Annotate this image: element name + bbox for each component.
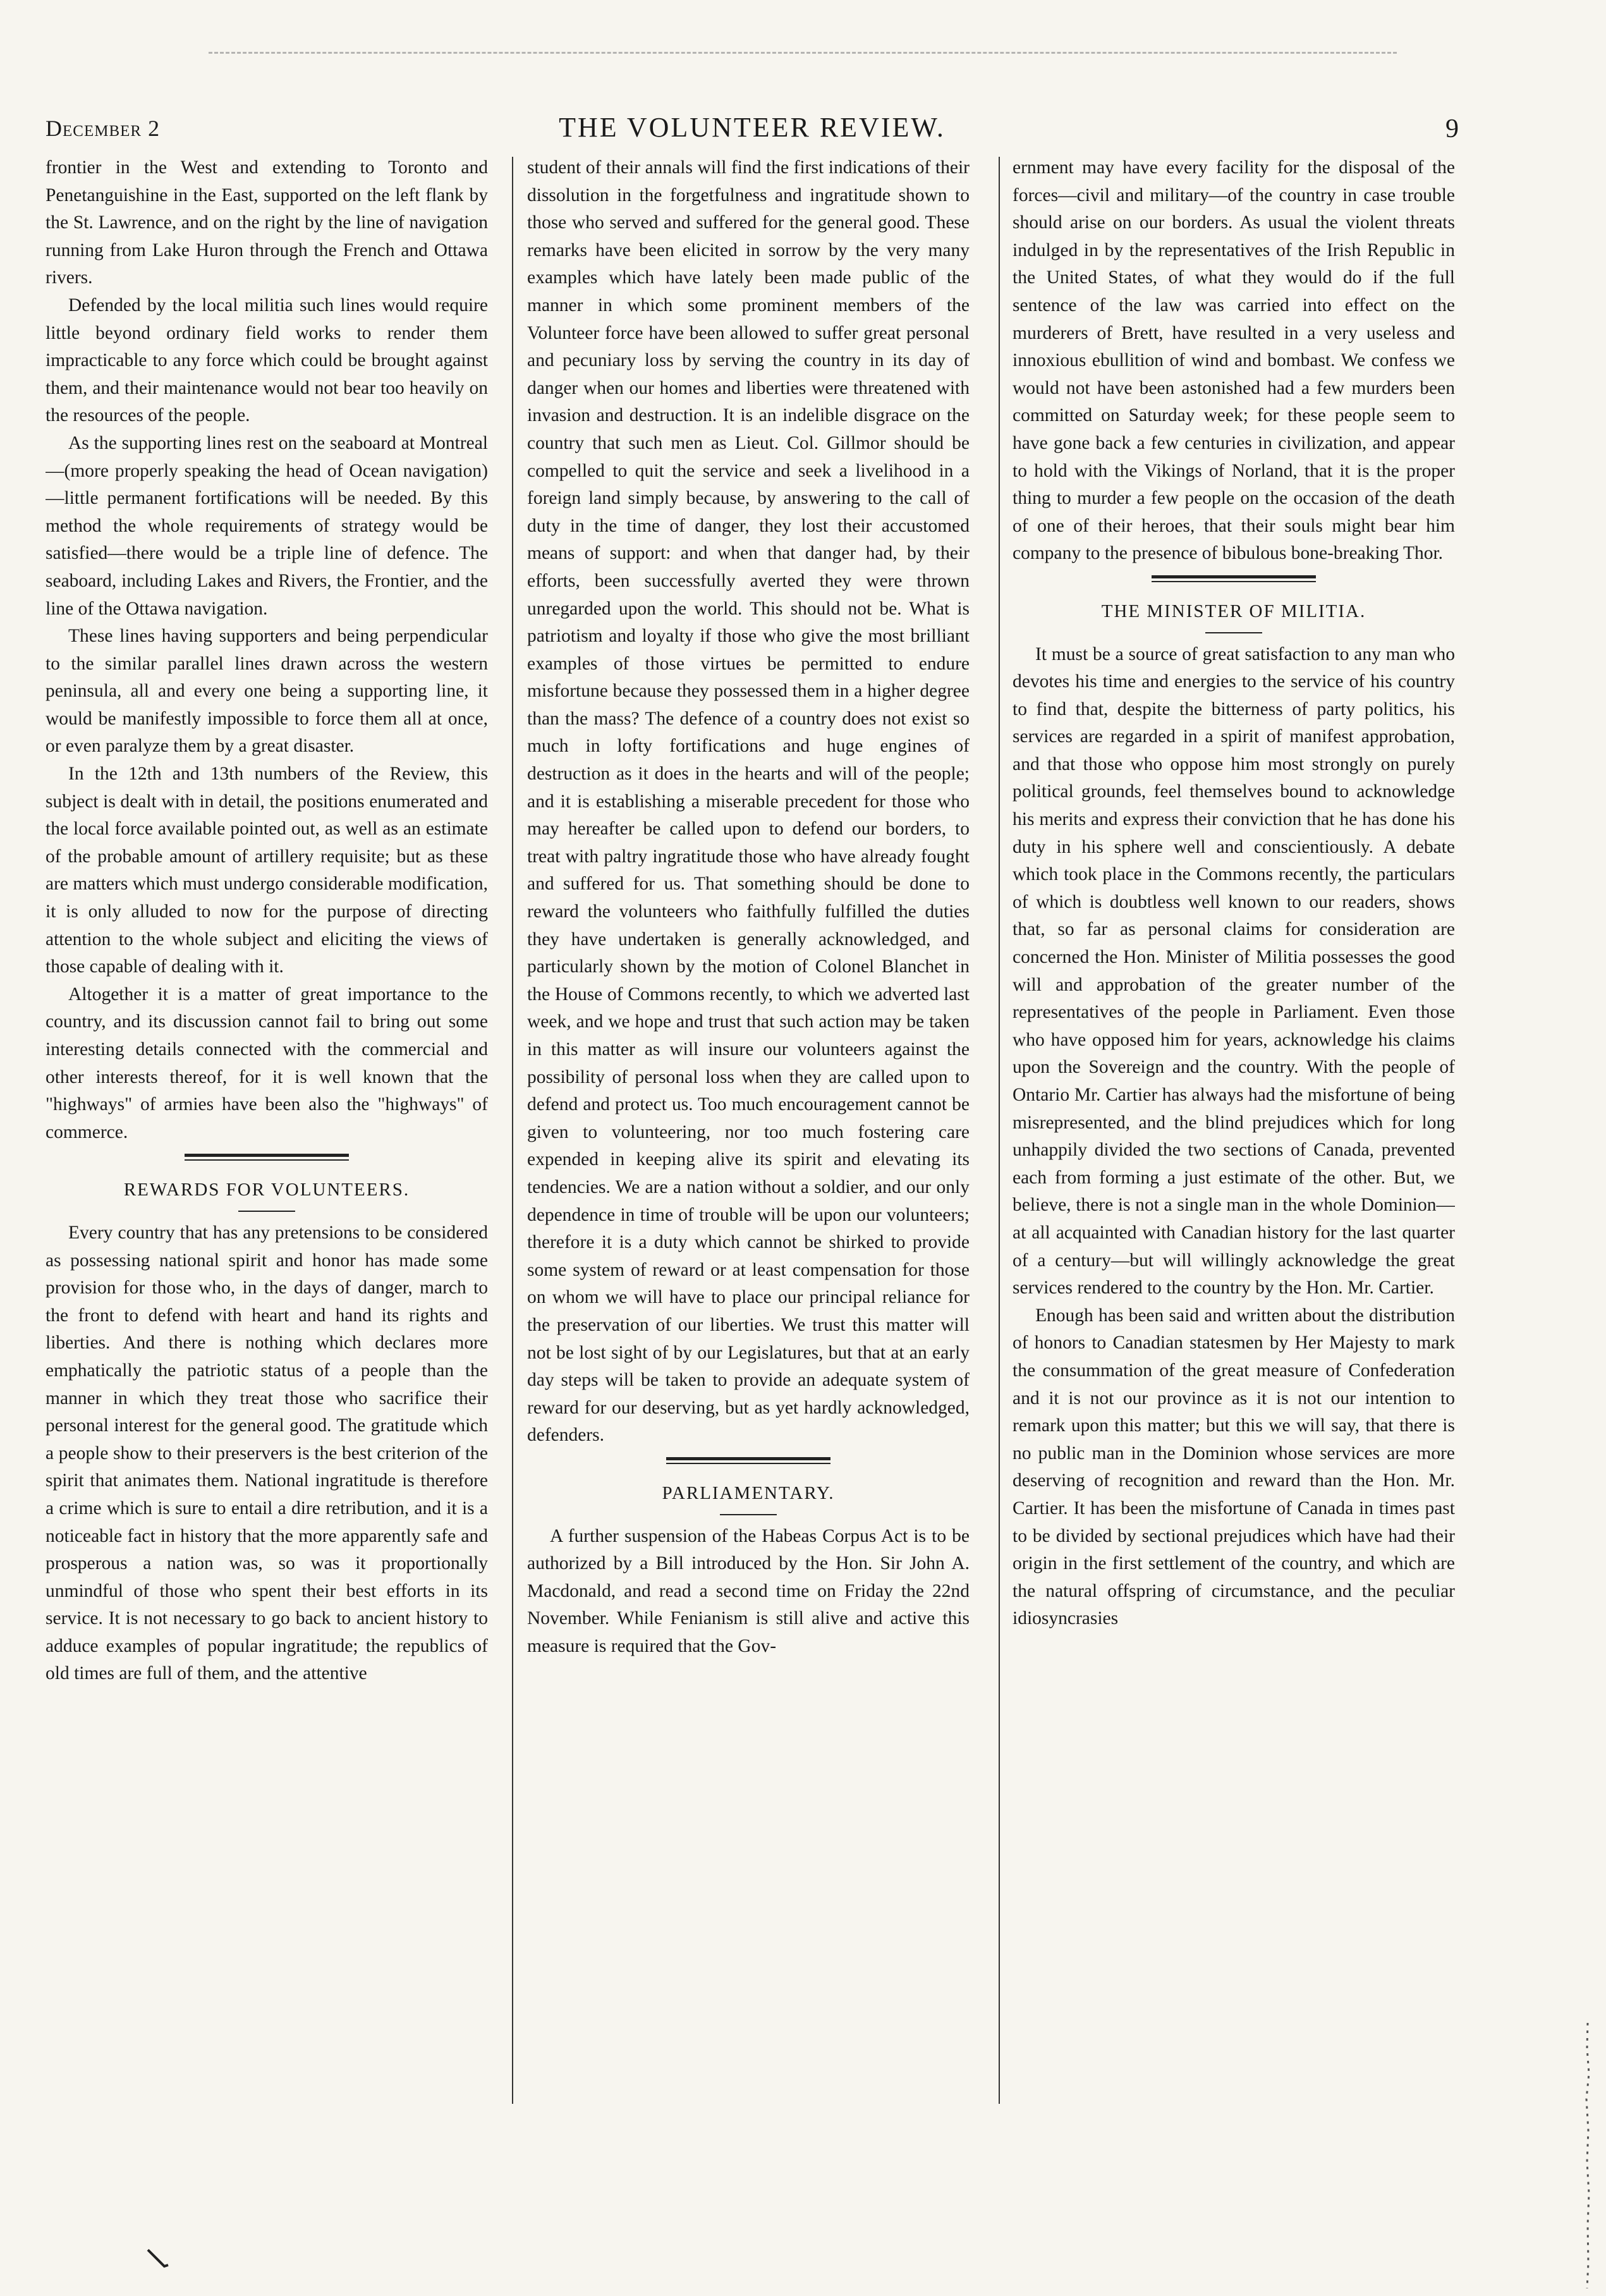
- ink-mark: [145, 2247, 171, 2273]
- section-ornament: [46, 1154, 488, 1168]
- section-ornament: [1013, 575, 1455, 589]
- article-columns: [46, 154, 1459, 2106]
- paragraph: Enough has been said and written about the distribution of honors to Canadian statesmen by Her Majesty to mark the consummation of the great measure of Confederation and it is not our province as it is not our intention to remark upon this matter; but this we will say, that there is no public man in the Dominion whose services are more deserving of recognition and reward than the Hon. Mr. Cartier. It has been the misfortune of Canada in times past to be divided by sectional prejudices which have had their origin in the first settlement of the country, and which are the natural offspring of circumstance, and the peculiar idiosyncrasies: [1013, 1305, 1455, 1629]
- heading-rule: [238, 1211, 295, 1212]
- page-header: [46, 111, 1459, 149]
- paragraph: In the 12th and 13th numbers of the Review, this subject is dealt with in detail, the positions enumerated and the local force available pointed out, as well as an estimate of the probable amount of artillery requisite; but as these are matters which must undergo considerable modification, it is only alluded to now for the purpose of directing attention to the whole subject and eliciting the views of those capable of dealing with it.: [46, 764, 488, 977]
- column-left: [46, 154, 488, 2106]
- paragraph: A further suspension of the Habeas Corpus Act is to be authorized by a Bill introduced by the Hon. Sir John A. Macdonald, and read a second time on Friday the 22nd November. While Fenianism is still alive and active this measure is required that the Gov-: [527, 1525, 970, 1656]
- heading-rule: [720, 1514, 777, 1515]
- column-middle: [527, 154, 970, 2106]
- column-divider: [512, 157, 513, 2104]
- paragraph: As the supporting lines rest on the seaboard at Montreal—(more properly speaking the head of Ocean navigation)—little permanent fortifications will be needed. By this method the whole requirements of strategy would be satisfied—there would be a triple line of defence. The seaboard, including Lakes and Rivers, the Frontier, and the line of the Ottawa navigation.: [46, 432, 488, 619]
- section-ornament: [527, 1457, 970, 1471]
- paragraph: ernment may have every facility for the disposal of the forces—civil and military—of the country in case trouble should arise on our borders. As usual the violent threats indulged in by the representatives of the Irish Republic in the United States, of what they would do if the full sentence of the law was carried into effect on the murderers of Brett, have resulted in a very useless and innoxious ebullition of wind and bombast. We confess we would not have been astonished had a few murders been committed on Saturday week; for these people seem to have gone back a few centuries in civilization, and appear to hold with the Vikings of Norland, that it is the proper thing to murder a few people on the occasion of the death of one of their heroes, that their souls might bear him company to the presence of bibulous bone-breaking Thor.: [1013, 157, 1455, 564]
- paragraph: It must be a source of great satisfaction to any man who devotes his time and energies to the service of his country to find that, despite the bitterness of party politics, his services are regarded in a spirit of manifest approbation, and that those who oppose him most strongly on purely political grounds, feel themselves bound to acknowledge his merits and express their conviction that he has done his duty in his sphere well and conscientiously. A debate which took place in the Commons recently, the particulars of which is doubtless well known to our readers, shows that, so far as personal claims for consideration are concerned the Hon. Minister of Militia possesses the good will and approbation of the greater number of the representatives of the people in Parliament. Even those who have opposed him for years, acknowledge his claims upon the Sovereign and the country. With the people of Ontario Mr. Cartier has always had the misfortune of being misrepresented, and the blind prejudices which for long unhappily divided the two sections of Canada, prevented each from forming a just estimate of the other. But, we believe, there is not a single man in the whole Dominion—at all acquainted with Canadian history for the last quarter of a century—but will willingly acknowledge the great services rendered to the country by the Hon. Mr. Cartier.: [1013, 644, 1455, 1298]
- paragraph: Every country that has any pretensions to be considered as possessing national spirit and honor has made some provision for those who, in the days of danger, march to the front to defend with heart and hand its rights and liberties. And there is nothing which declares more emphatically the patriotic status of a people than the manner in which they treat those who sacrifice their personal interest for the general good. The gratitude which a people show to their preservers is the best criterion of the spirit that animates them. National ingratitude is therefore a crime which is sure to entail a dire retribution, and it is a noticeable fact in history that the more apparently safe and prosperous a nation was, so was it proportionally unmindful of those who spent their best efforts in its service. It is not necessary to go back to ancient history to adduce examples of popular ingratitude; the republics of old times are full of them, and the attentive: [46, 1222, 488, 1684]
- paragraph: Defended by the local militia such lines would require little beyond ordinary field works to render them impracticable to any force which could be brought against them, and their maintenance would not bear too heavily on the resources of the people.: [46, 295, 488, 426]
- page-number: 9: [1445, 114, 1459, 144]
- issue-date: December 2: [46, 116, 161, 141]
- section-heading: PARLIAMENTARY.: [662, 1482, 835, 1503]
- paragraph: frontier in the West and extending to Toronto and Penetanguishine in the East, supported on the left flank by the St. Lawrence, and on the right by the line of navigation running from Lake Huron through the French and Ottawa rivers.: [46, 157, 488, 288]
- paragraph: student of their annals will find the first indications of their dissolution in the forgetfulness and ingratitude shown to those who served and suffered for the general good. These remarks have been elicited in sorrow by the very many examples which have lately been made public of the manner in which some prominent members of the Volunteer force have been allowed to suffer great personal and pecuniary loss by serving the country in its day of danger when our homes and liberties were threatened with invasion and destruction. It is an indelible disgrace on the country that such men as Lieut. Col. Gillmor should be compelled to quit the service and seek a livelihood in a foreign land simply because, by answering to the call of duty in the time of danger, they lost their accustomed means of support: and when that danger had, by their efforts, been successfully averted they were thrown unregarded upon the world. This should not be. What is patriotism and loyalty if those who give the most brilliant examples of those virtues be permitted to endure misfortune because they possessed them in a higher degree than the mass? The defence of a country does not exist so much in lofty fortifications and huge engines of destruction as it does in the hearts and will of the people; and it is establishing a miserable precedent for those who may hereafter be called upon to defend our borders, to treat with paltry ingratitude those who have already fought and suffered for us. That something should be done to reward the volunteers who faithfully fulfilled the duties they have undertaken is generally acknowledged, and particularly shown by the motion of Colonel Blanchet in the House of Commons recently, to which we adverted last week, and we hope and trust that such action may be taken in this matter as will insure our volunteers against the possibility of personal loss when they are called upon to defend and protect us. Too much encouragement cannot be given to volunteering, nor too much fostering care expended in keeping alive its spirit and elevating its tendencies. We are a nation without a soldier, and our only dependence in time of trouble will be upon our volunteers; therefore it is a duty which cannot be shirked to provide some system of reward or at least compensation for those on whom we will have to place our principal reliance for the preservation of our liberties. We trust this matter will not be lost sight of by our Legislatures, but that at an early day steps will be taken to provide an adequate system of reward for our deserving, but as yet hardly acknowledged, defenders.: [527, 157, 970, 1446]
- scan-artifact-rule: [209, 52, 1397, 54]
- paragraph: Altogether it is a matter of great importance to the country, and its discussion cannot fail to bring out some interesting details connected with the commercial and other interests thereof, for it is well known that the "highways" of armies have been also the "highways" of commerce.: [46, 984, 488, 1142]
- masthead-title: THE VOLUNTEER REVIEW.: [559, 112, 946, 143]
- column-right: [1013, 154, 1455, 2106]
- section-heading: THE MINISTER OF MILITIA.: [1101, 601, 1366, 621]
- section-heading: REWARDS FOR VOLUNTEERS.: [123, 1180, 410, 1200]
- paragraph: These lines having supporters and being perpendicular to the similar parallel lines drawn across the western peninsula, all and every one being a supporting line, it would be manifestly impossible to force them all at once, or even paralyze them by a great disaster.: [46, 626, 488, 757]
- scan-edge-artifact: [1578, 2023, 1597, 2288]
- heading-rule: [1205, 632, 1262, 633]
- column-divider: [999, 157, 1000, 2104]
